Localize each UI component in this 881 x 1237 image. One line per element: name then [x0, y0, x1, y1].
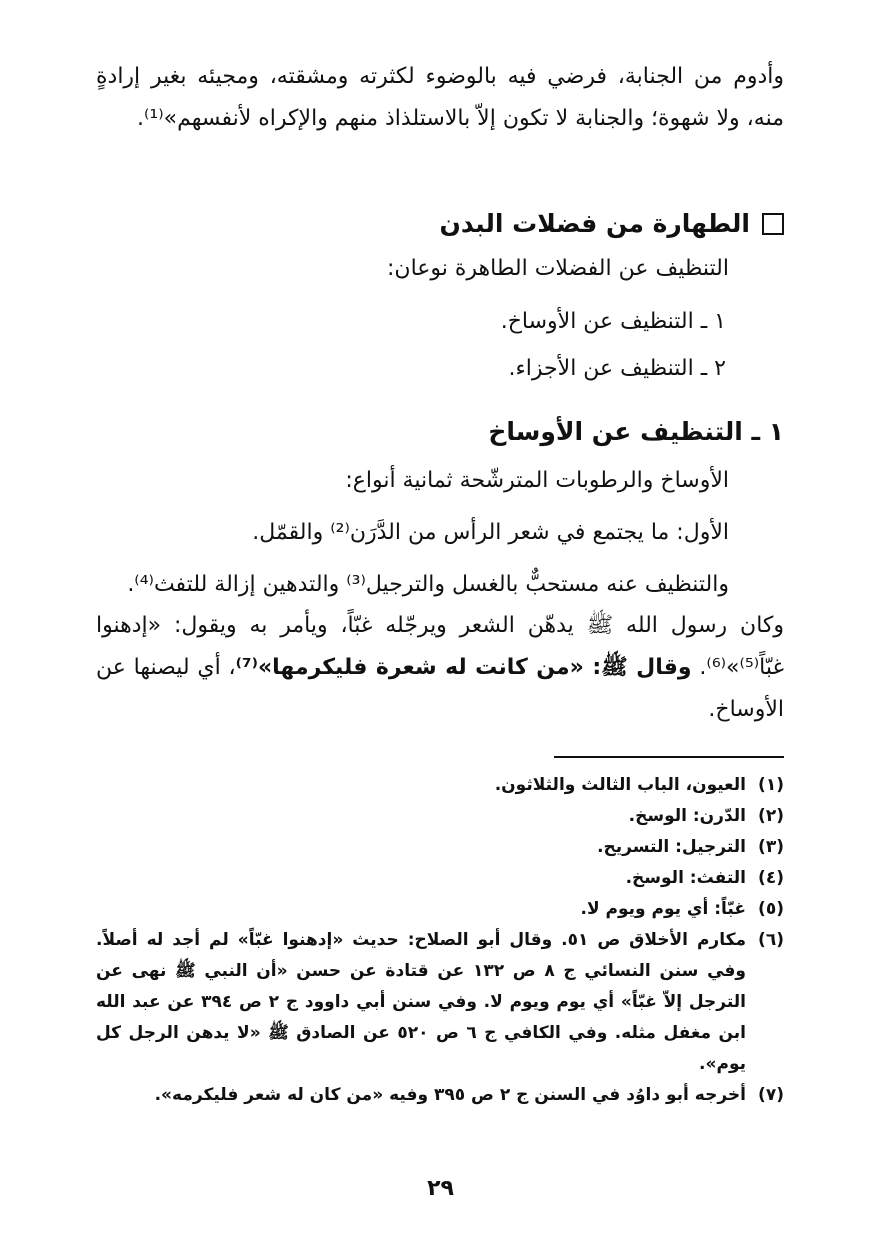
footnote-text: مكارم الأخلاق ص ٥١. وقال أبو الصلاح: حديث «إدهنوا غبّاً» لم أجد له أصلاً. وفي سنن النسائي ج ٨ ص ١٣٢ عن قتادة عن حسن «أن النبي ﷺ نهى عن الترجل إلاّ غبّاً» أي يوم ويوم لا. وفي سنن أبي داوود ج ٢ ص ٣٩٤ عن عبد الله ابن مغفل مثله. وفي الكافي ج ٦ ص ٥٢٠ عن الصادق ﷺ «لا يدهن الرجل كل يوم».	[96, 930, 747, 1074]
footnote-5	[96, 894, 784, 925]
subsection-intro: الأوساخ والرطوبات المترشّحة ثمانية أنواع:	[345, 468, 729, 493]
footnote-text: الترجيل: التسريح.	[597, 837, 746, 857]
footnote-1	[96, 770, 784, 801]
intro-line: التنظيف عن الفضلات الطاهرة نوعان:	[387, 256, 729, 281]
footnote-text: التفث: الوسخ.	[625, 868, 746, 888]
footnote-text: غبّاً: أي يوم ويوم لا.	[580, 899, 746, 919]
footnote-text: أخرجه أبو داوُد في السنن ج ٢ ص ٣٩٥ وفيه «من كان له شعر فليكرمه».	[154, 1085, 746, 1105]
footnote-number: (٧)	[758, 1085, 784, 1105]
cleaning-paragraph	[96, 564, 784, 606]
footnote-number: (٣)	[758, 837, 784, 857]
footnote-4	[96, 863, 784, 894]
hadith-paragraph	[96, 605, 784, 731]
cleaning-text: والتنظيف عنه مستحبٌّ بالغسل والترجيل⁽³⁾ والتدهين إزالة للتفث⁽⁴⁾.	[127, 572, 729, 597]
footnote-number: (٢)	[758, 806, 784, 826]
hadith-part-1: وكان رسول الله ﷺ يدهّن الشعر ويرجّله غبّاً، ويأمر به ويقول: «إدهنوا غبّاً⁽⁵⁾»⁽⁶⁾.	[96, 613, 784, 680]
list-item-2: ٢ ـ التنظيف عن الأجزاء.	[508, 356, 726, 381]
list-item-1: ١ ـ التنظيف عن الأوساخ.	[500, 309, 726, 334]
footnote-number: (١)	[758, 775, 784, 795]
first-type-line: الأول: ما يجتمع في شعر الرأس من الدَّرَن⁽²⁾ والقمّل.	[252, 520, 729, 545]
footnote-number: (٦)	[758, 930, 784, 950]
footnotes	[96, 770, 784, 1111]
footnote-2	[96, 801, 784, 832]
footnote-number: (٤)	[758, 868, 784, 888]
hadith-quote: وقال ﷺ: «من كانت له شعرة فليكرمها»⁽⁷⁾	[235, 655, 692, 680]
section-title: الطهارة من فضلات البدن	[439, 209, 750, 238]
top-paragraph: وأدوم من الجنابة، فرضي فيه بالوضوء لكثرته ومشقته، ومجيئه بغير إرادةٍ منه، ولا شهوة؛ والجنابة لا تكون إلاّ بالاستلذاذ منهم والإكراه لأنفسهم»⁽¹⁾.	[96, 64, 784, 131]
checkbox-icon	[762, 213, 784, 235]
footnote-3	[96, 832, 784, 863]
body-text	[96, 56, 784, 140]
footnote-7	[96, 1080, 784, 1111]
section-heading	[440, 206, 785, 242]
footnote-6	[96, 925, 784, 1080]
hadith-text	[96, 605, 784, 731]
page-number: ٢٩	[427, 1176, 454, 1201]
footnote-divider	[554, 756, 784, 758]
subheading: ١ ـ التنظيف عن الأوساخ	[488, 417, 784, 446]
footnote-text: الدّرن: الوسخ.	[628, 806, 746, 826]
hadith-part-3: ، أي ليصنها عن الأوساخ.	[96, 655, 784, 722]
footnote-text: العيون، الباب الثالث والثلاثون.	[494, 775, 746, 795]
footnote-number: (٥)	[758, 899, 784, 919]
